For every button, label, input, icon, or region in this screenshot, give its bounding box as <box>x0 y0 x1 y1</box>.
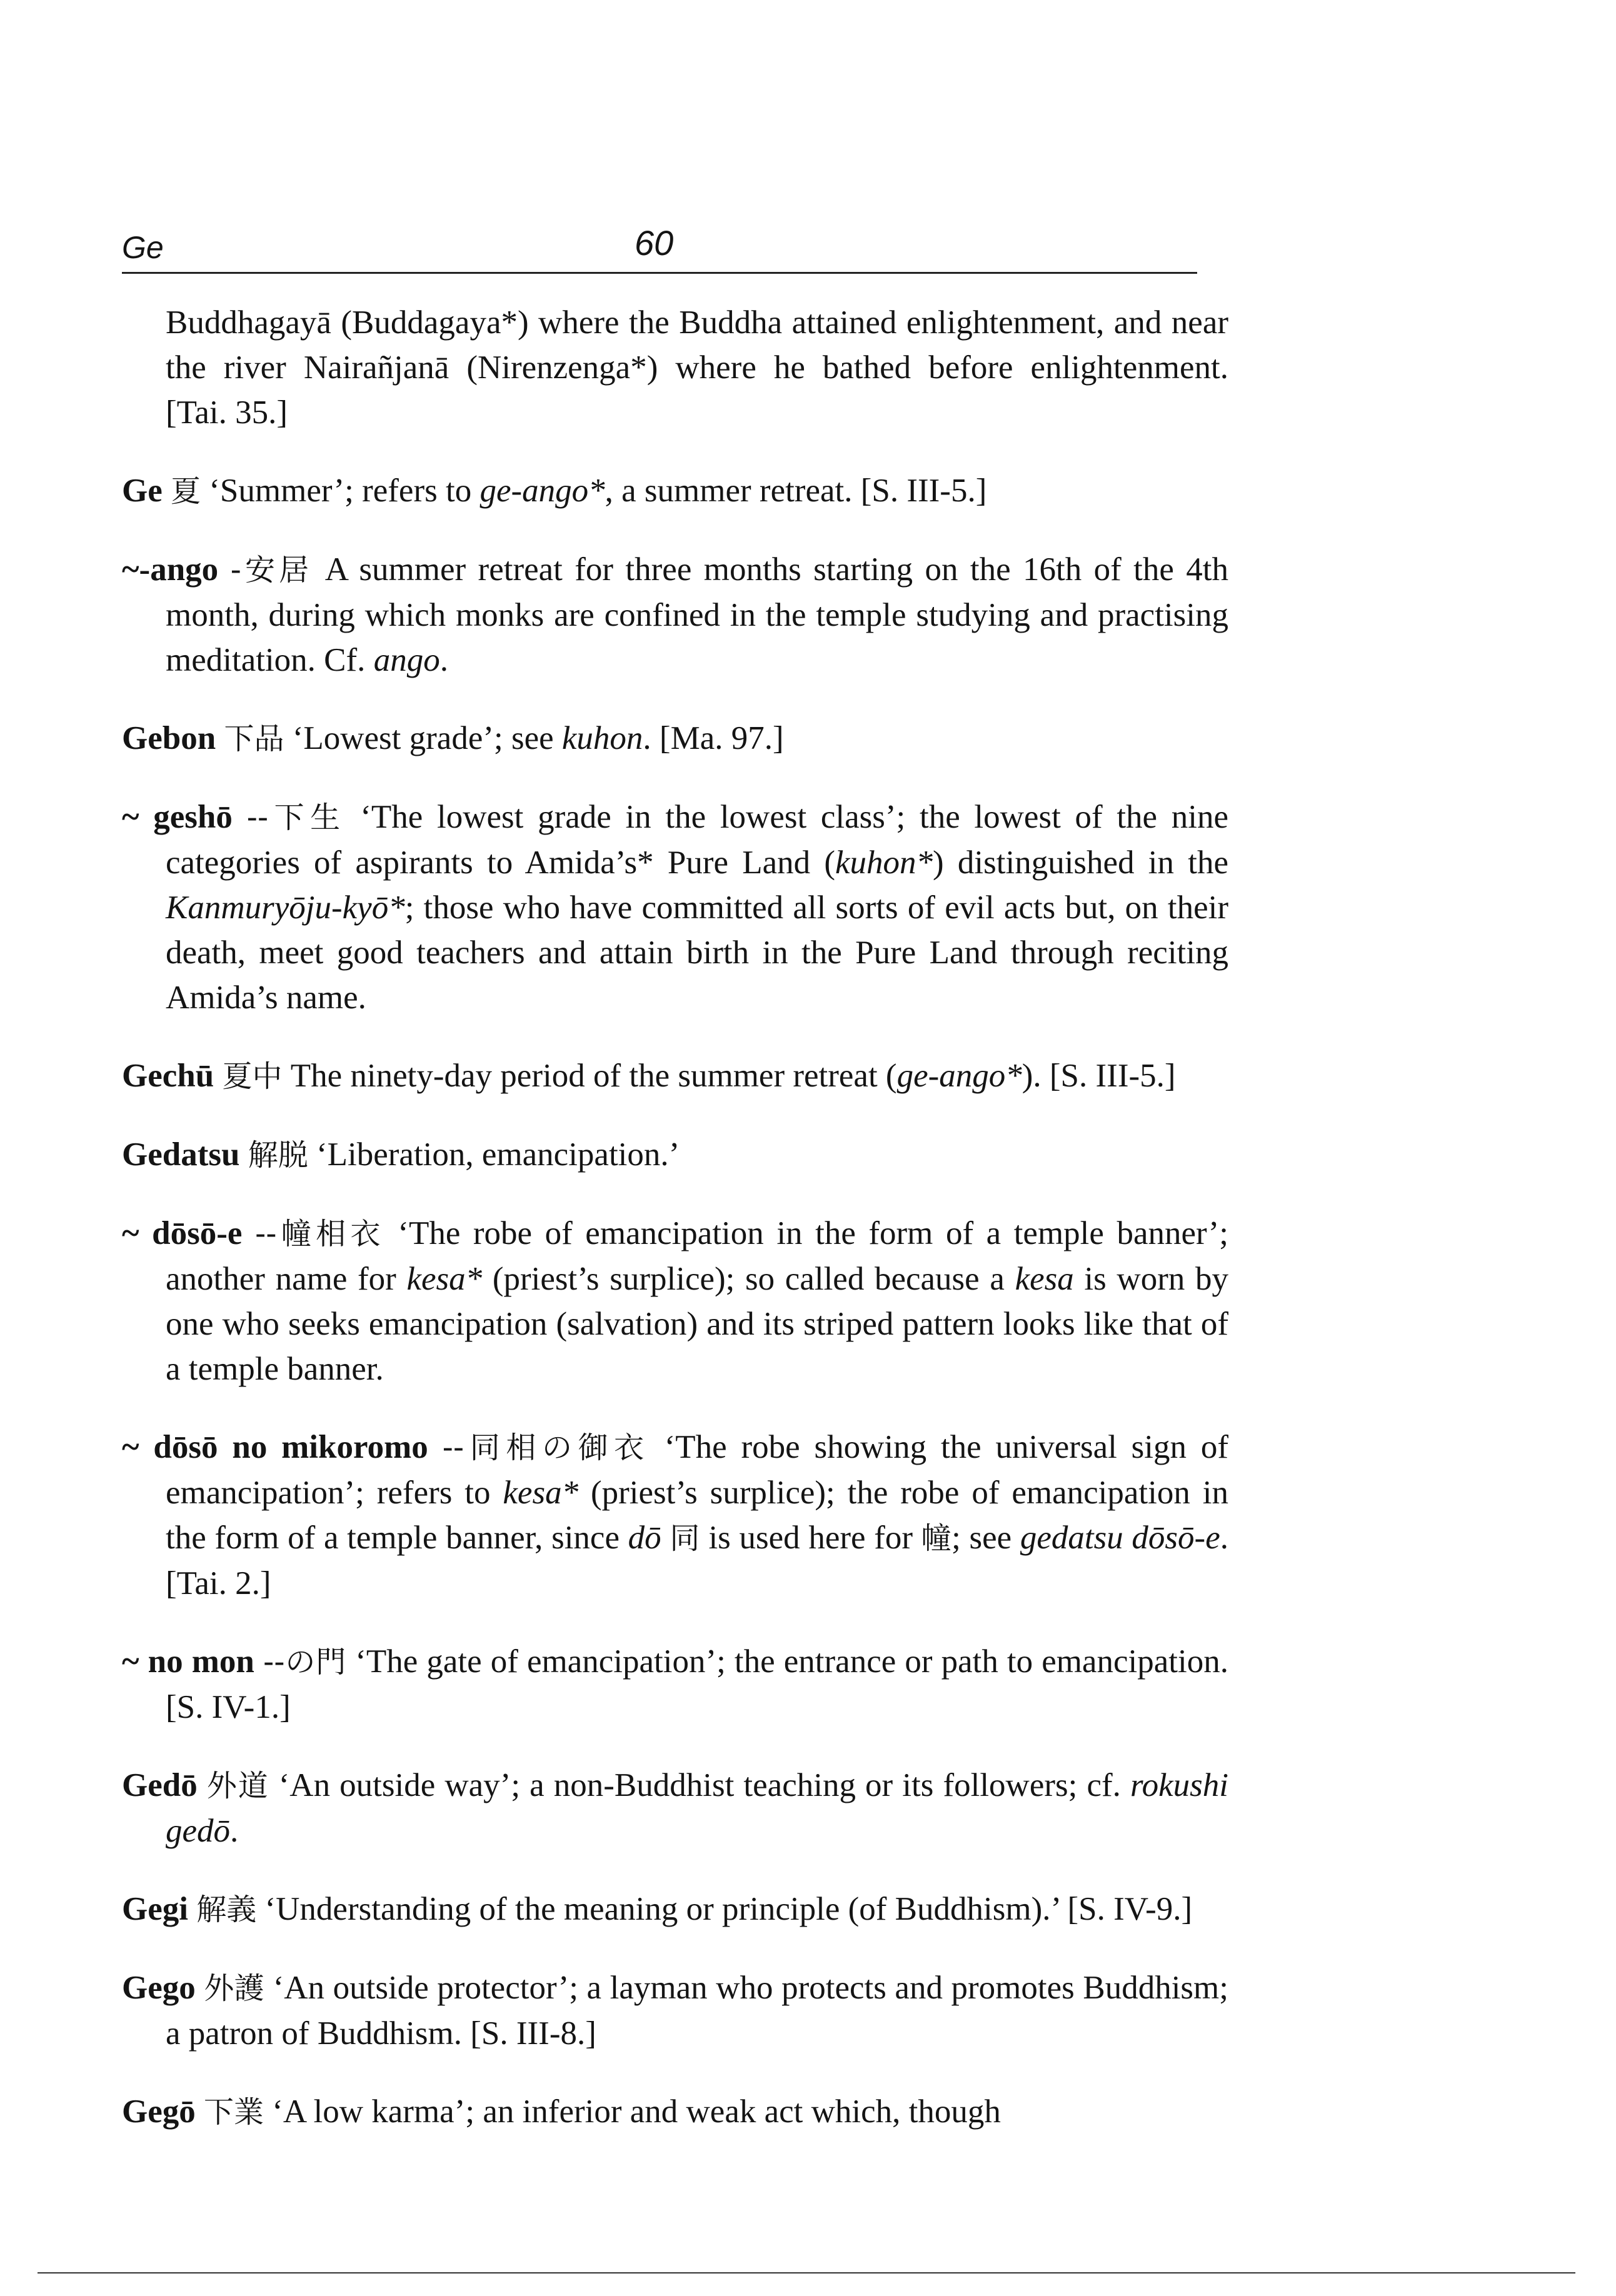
entry-crossref: ge-ango* <box>896 1058 1022 1094</box>
entry-kanji: 夏 <box>171 474 201 509</box>
entry-definition: . <box>230 1813 239 1849</box>
bottom-rule <box>38 2272 1575 2273</box>
entry-crossref: ango <box>373 642 440 678</box>
entry-definition: ; see <box>951 1520 1020 1556</box>
entry-crossref: kesa* <box>503 1475 579 1511</box>
entry-definition: is worn by one who seeks emancipation (salvation) and its striped pattern looks like that of a temple banner. <box>166 1261 1228 1387</box>
entry-definition <box>661 1520 670 1556</box>
entry-reference: [S. IV-9.] <box>1067 1891 1193 1927</box>
entry-definition: ‘The robe of emancipation in the form of a temple banner’; another name for <box>166 1215 1229 1297</box>
entry-kanji: --下生 <box>246 800 346 835</box>
entry-reference: [Tai. 35.] <box>166 394 288 431</box>
entry-headword: Gegō <box>122 2093 196 2130</box>
entry-kanji: 外道 <box>206 1768 269 1803</box>
entry-headword: ~ geshō <box>122 799 233 835</box>
entry-kanji: 解義 <box>196 1892 257 1927</box>
entry-definition: ‘An outside way’; a non-Buddhist teaching or its followers; cf. <box>278 1767 1130 1803</box>
entry-crossref: ge-ango* <box>479 473 605 509</box>
entry-kanji: --幢相衣 <box>254 1216 385 1251</box>
entry-definition: , a summer retreat. <box>605 473 853 509</box>
entry-headword: Gedō <box>122 1767 198 1803</box>
entry-kanji: 外護 <box>204 1971 265 2006</box>
entry-gego <box>122 1965 1228 2056</box>
entry-headword: ~ dōsō no mikoromo <box>122 1429 428 1465</box>
entry-text: Buddhagayā (Buddagaya*) where the Buddha attained enlightenment, and near the river Nairañjanā (Nirenzenga*) where he bathed before enlightenment. <box>166 304 1228 386</box>
entry-crossref: dō <box>628 1520 661 1556</box>
entry-kanji: 同 <box>670 1521 700 1556</box>
entry-gedatsu-no-mon <box>122 1639 1228 1730</box>
page-number: 60 <box>635 223 674 263</box>
entry-definition: ‘The lowest grade in the lowest class’; the lowest of the nine categories of aspirants to Amida’s* Pure Land ( <box>166 799 1229 881</box>
entry-gedatsu-doso-no-mikoromo <box>122 1425 1228 1606</box>
entry-definition: (priest’s surplice); so called because a <box>482 1261 1015 1297</box>
entry-definition: A summer retreat for three months starting on the 16th of the 4th month, during which monks are confined in the temple studying and practising meditation. Cf. <box>166 551 1229 678</box>
entry-headword: Ge <box>122 473 163 509</box>
entry-definition: ‘The robe showing the universal sign of emancipation’; refers to <box>166 1429 1228 1511</box>
entry-definition: (priest’s surplice); the robe of emancipation in the form of a temple banner, since <box>166 1475 1228 1556</box>
entry-definition: ; those who have committed all sorts of evil acts but, on their death, meet good teachers and attain birth in the Pure Land through reciting Amida’s name. <box>166 890 1228 1016</box>
entry-kanji: 下業 <box>204 2095 264 2130</box>
entry-definition: ‘Lowest grade’; see <box>292 720 562 756</box>
entry-definition: ‘Liberation, emancipation.’ <box>316 1136 680 1173</box>
entry-headword: Gechū <box>122 1058 214 1094</box>
entry-kanji: 下品 <box>224 721 284 756</box>
entry-reference: [Ma. 97.] <box>659 720 784 756</box>
entry-gechu <box>122 1053 1228 1099</box>
entry-kanji: 夏中 <box>222 1059 283 1094</box>
entry-definition: ). <box>1021 1058 1041 1094</box>
entry-headword: ~-ango <box>122 551 219 588</box>
entry-crossref: Kanmuryōju-kyō* <box>166 890 405 926</box>
entry-headword: ~ dōsō-e <box>122 1215 243 1251</box>
entry-definition: . <box>643 720 651 756</box>
entry-continuation <box>122 300 1228 435</box>
entry-gego-karma <box>122 2089 1228 2135</box>
entry-gedatsu <box>122 1132 1228 1178</box>
entry-ge-ango <box>122 547 1228 683</box>
entry-reference: [S. III-5.] <box>860 473 987 509</box>
entry-crossref: rokushi gedō <box>166 1767 1229 1849</box>
entry-crossref: kuhon* <box>835 845 933 881</box>
entry-headword: ~ no mon <box>122 1643 254 1680</box>
entry-reference: [S. III-8.] <box>470 2015 596 2052</box>
entry-definition: ‘A low karma’; an inferior and weak act which, though <box>272 2093 1001 2130</box>
entry-definition: ‘Summer’; refers to <box>209 473 480 509</box>
entry-kanji: 幢 <box>921 1521 952 1556</box>
entry-gebon-gesho <box>122 795 1228 1020</box>
entry-reference: [S. IV-1.] <box>166 1689 291 1725</box>
entry-gedo <box>122 1763 1228 1853</box>
entry-crossref: gedatsu dōsō-e <box>1020 1520 1220 1556</box>
entry-kanji: -安居 <box>230 553 313 588</box>
entry-reference: [S. III-5.] <box>1049 1058 1176 1094</box>
entry-ge <box>122 468 1228 514</box>
entry-kanji: --同相の御衣 <box>442 1430 650 1465</box>
entry-definition: . <box>439 642 448 678</box>
entry-definition: is used here for <box>700 1520 921 1556</box>
entry-crossref: kesa <box>1015 1261 1074 1297</box>
entry-gedatsu-doso-e <box>122 1211 1228 1391</box>
entry-headword: Gegi <box>122 1891 188 1927</box>
entry-definition: ) distinguished in the <box>933 845 1228 881</box>
entry-definition: . <box>1220 1520 1228 1556</box>
entry-kanji: 解脱 <box>248 1138 308 1173</box>
entry-reference: [Tai. 2.] <box>166 1565 271 1602</box>
entry-crossref: kesa* <box>406 1261 483 1297</box>
entry-gebon <box>122 716 1228 761</box>
entry-headword: Gego <box>122 1970 196 2006</box>
page-header <box>122 222 1197 274</box>
entry-definition: The ninety-day period of the summer retreat ( <box>290 1058 897 1094</box>
entry-definition: ‘The gate of emancipation’; the entrance or path to emancipation. <box>355 1643 1228 1680</box>
running-head: Ge <box>122 230 164 265</box>
entry-headword: Gebon <box>122 720 216 756</box>
entry-definition: ‘An outside protector’; a layman who protects and promotes Buddhism; a patron of Buddhism. <box>166 1970 1229 2052</box>
entry-headword: Gedatsu <box>122 1136 240 1173</box>
entry-crossref: kuhon <box>561 720 643 756</box>
entry-kanji: --の門 <box>263 1645 347 1680</box>
entry-definition: ‘Understanding of the meaning or principle (of Buddhism).’ <box>264 1891 1060 1927</box>
entry-gegi <box>122 1887 1228 1932</box>
dictionary-entries <box>122 300 1228 2148</box>
